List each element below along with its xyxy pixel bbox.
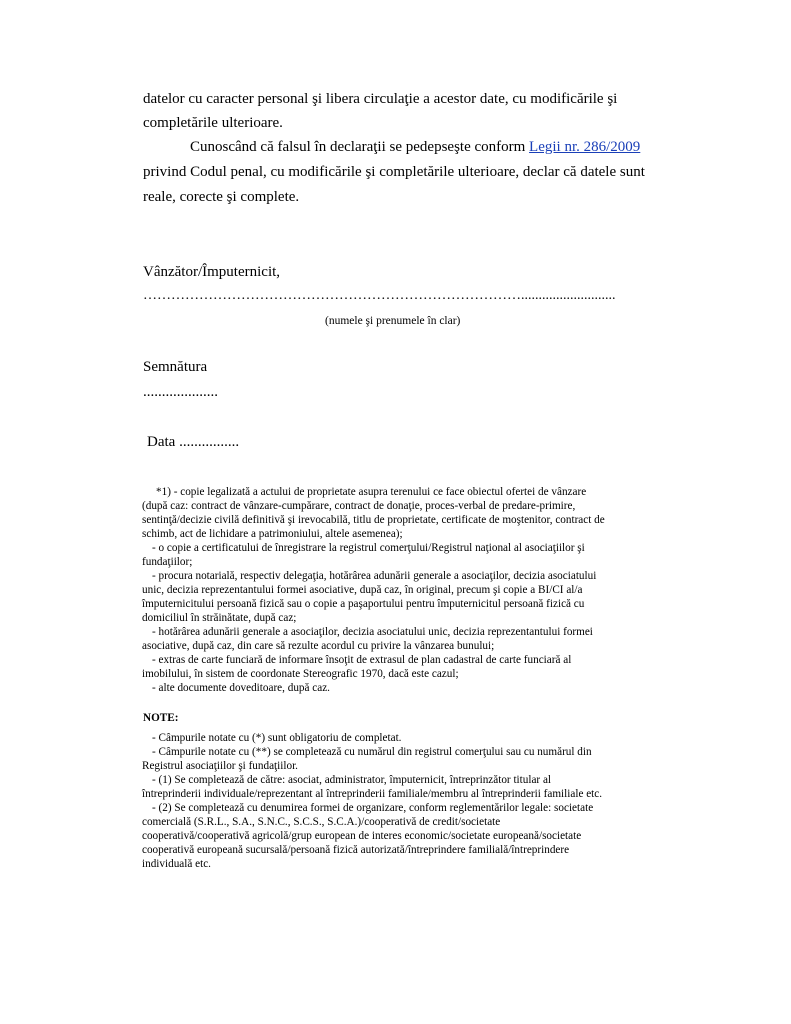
signature-dots: ....................	[143, 384, 218, 400]
note-line: comercială (S.R.L., S.A., S.N.C., S.C.S., S.C.A.)/cooperativă de credit/societate	[142, 816, 501, 828]
declaration-line-1: datelor cu caracter personal şi libera circulaţie a acestor date, cu modificările şi	[143, 91, 618, 107]
footnote-line: unic, decizia reprezentantului formei asociative, după caz, în original, precum şi copie a BI/CI al/a	[142, 584, 583, 596]
note-line: - (2) Se completează cu denumirea formei de organizare, conform reglementărilor legale: societate	[152, 802, 594, 814]
footnote-line: imobilului, în sistem de coordonate Stereografic 1970, dacă este cazul;	[142, 668, 459, 680]
note-line: cooperativă/cooperativă agricolă/grup european de interes economic/societate europeană/societate	[142, 830, 582, 842]
declaration-line-3-text: Cunoscând că falsul în declaraţii se pedepseşte conform	[190, 139, 530, 155]
declaration-line-4: privind Codul penal, cu modificările şi completările ulterioare, declar că datele sunt	[143, 164, 645, 180]
declaration-line-2: completările ulterioare.	[143, 115, 283, 131]
footnote-line: - procura notarială, respectiv delegaţia, hotărârea adunării generale a asociaţilor, decizia asociatului	[152, 570, 597, 582]
note-line: individuală etc.	[142, 858, 211, 870]
seller-label: Vânzător/Împuternicit,	[143, 264, 281, 280]
note-line: - Câmpurile notate cu (**) se completează cu numărul din registrul comerţului sau cu numărul din	[152, 746, 592, 758]
date-label: Data ................	[147, 434, 240, 450]
footnote-line: *1) - copie legalizată a actului de proprietate asupra terenului ce face obiectul ofertei de vânzare	[156, 486, 587, 498]
footnote-line: (după caz: contract de vânzare-cumpărare, contract de donaţie, proces-verbal de predare-primire,	[142, 500, 576, 512]
footnote-line: sentinţă/decizie civilă definitivă şi irevocabilă, titlu de proprietate, certificate de moştenitor, contract de	[142, 514, 605, 526]
note-line: - Câmpurile notate cu (*) sunt obligatoriu de completat.	[152, 732, 402, 744]
note-line: - (1) Se completează de către: asociat, administrator, împuternicit, întreprinzător titular al	[152, 774, 552, 786]
note-line: întreprinderii individuale/reprezentant al întreprinderii familiale/membru al întreprinderii familiale etc.	[142, 788, 603, 800]
footnote-line: - extras de carte funciară de informare însoţit de extrasul de plan cadastral de carte funciară al	[152, 654, 572, 666]
notes-heading: NOTE:	[143, 712, 179, 724]
law-286-2009-link[interactable]: Legii nr. 286/2009	[529, 139, 641, 155]
footnote-line: domiciliul în străinătate, după caz;	[142, 612, 297, 624]
declaration-line-3	[190, 139, 640, 156]
footnote-line: - alte documente doveditoare, după caz.	[152, 682, 330, 694]
footnote-line: - o copie a certificatului de înregistrare la registrul comerţului/Registrul naţional al asociaţiilor şi	[152, 542, 585, 554]
name-dotted-line: ………………………………………………………………………...........................	[143, 288, 616, 303]
note-line: Registrul asociaţiilor şi fundaţiilor.	[142, 760, 298, 772]
footnote-line: asociative, după caz, din care să rezulte acordul cu privire la vânzarea bunului;	[142, 640, 495, 652]
signature-label: Semnătura	[143, 359, 208, 375]
note-line: cooperativă europeană sucursală/persoană fizică autorizată/întreprindere familială/întreprindere	[142, 844, 570, 856]
declaration-line-5: reale, corecte şi complete.	[143, 189, 300, 205]
footnote-line: fundaţiilor;	[142, 556, 193, 568]
footnote-line: schimb, act de lichidare a patrimoniului, altele asemenea);	[142, 528, 403, 540]
name-hint: (numele şi prenumele în clar)	[325, 315, 461, 327]
footnote-line: - hotărârea adunării generale a asociaţilor, decizia asociatului unic, decizia reprezentantului formei	[152, 626, 593, 638]
footnote-line: împuternicitului persoană fizică sau o copie a paşaportului pentru împuternicitul persoană fizică cu	[142, 598, 585, 610]
